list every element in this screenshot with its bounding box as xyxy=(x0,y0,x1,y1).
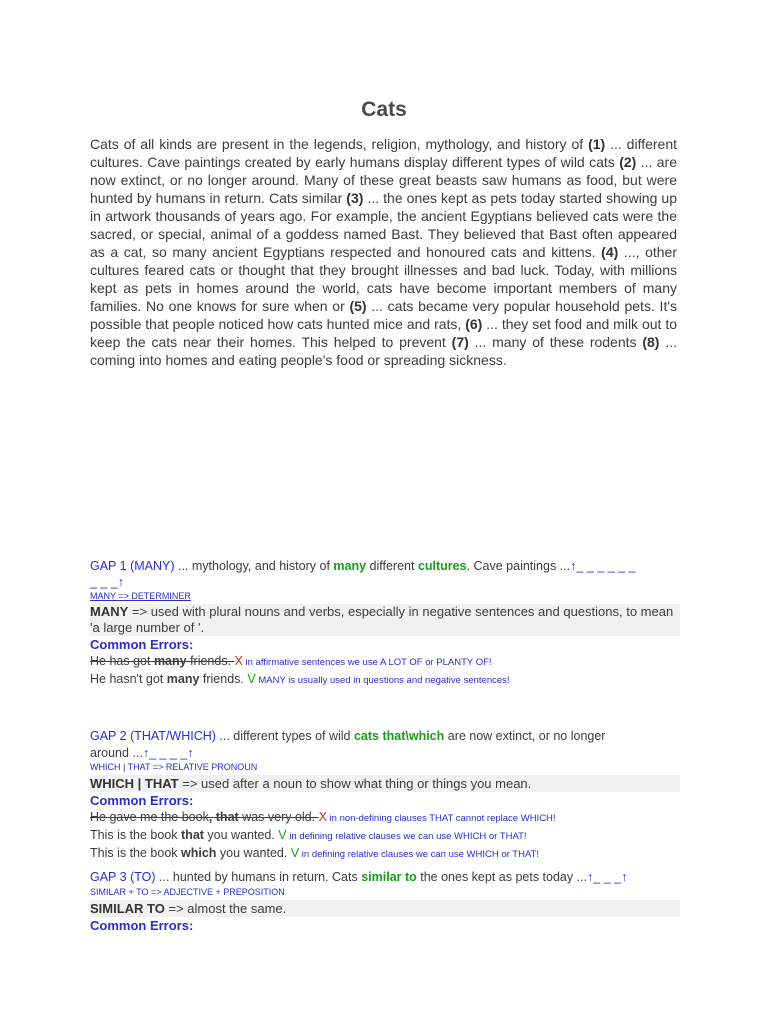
gap1-text: ... mythology, and history of xyxy=(174,559,334,573)
gap1-keyword: many xyxy=(333,559,367,573)
passage-text: Cats of all kinds are present in the legends, religion, mythology, and history of xyxy=(90,136,589,152)
gap1-bad-word: many xyxy=(153,654,187,668)
gap2-sentence xyxy=(90,728,680,745)
gap1-good-note: MANY is usually used in questions and negative sentences! xyxy=(255,675,510,686)
gap1-errors-title: Common Errors: xyxy=(90,637,194,652)
gap3-sentence xyxy=(90,869,680,886)
gap1-definition xyxy=(90,604,680,636)
gap-marker: (2) xyxy=(619,154,637,170)
gap3-section xyxy=(90,869,680,934)
gap1-good-example xyxy=(90,671,680,689)
gap2-heading: GAP 2 (THAT/WHICH) xyxy=(90,729,216,743)
gap2-good-note: in defining relative clauses we can use WHICH or THAT! xyxy=(286,831,527,842)
gap2-text: ... different types of wild xyxy=(215,729,354,743)
gap2-good-text: you wanted. xyxy=(203,828,279,842)
gap-marker: (3) xyxy=(346,190,364,206)
gap2-good-word: which xyxy=(181,846,217,860)
gap2-bad-word: , that xyxy=(208,810,239,824)
gap3-def-word: SIMILAR TO xyxy=(90,901,165,916)
gap1-arrow-cont: _ _ _↑ xyxy=(90,575,125,589)
gap1-arrow: ↑_ _ _ _ _ _ xyxy=(570,559,636,573)
gap3-note: SIMILAR + TO => ADJECTIVE + PREPOSITION xyxy=(90,887,285,897)
gap-marker: (7) xyxy=(451,334,469,350)
gap3-def-text: => almost the same. xyxy=(164,901,287,916)
gap2-note: WHICH | THAT => RELATIVE PRONOUN xyxy=(90,762,258,772)
gap2-bad-example xyxy=(90,809,680,827)
gap3-definition xyxy=(90,900,680,917)
gap3-keyword: similar to xyxy=(361,870,417,884)
gap1-heading: GAP 1 (MANY) xyxy=(90,559,175,573)
gap1-bad-example xyxy=(90,653,680,671)
passage-text: ..., other cultures feared cats or thought that they brought illnesses and bad luck. Today, with millions kept as pets in homes around the world, cats have become important members of many families. No one knows for sure when or xyxy=(90,244,677,314)
gap2-good-text: This is the book xyxy=(90,828,182,842)
gap2-def-text: => used after a noun to show what thing or things you mean. xyxy=(178,776,532,791)
gap1-note: MANY => DETERMINER xyxy=(90,591,191,601)
gap2-bad-note: in non-defining clauses THAT cannot replace WHICH! xyxy=(326,813,556,824)
gap1-text: . Cave paintings ... xyxy=(466,559,571,573)
gap3-text: the ones kept as pets today ... xyxy=(416,870,588,884)
passage-text: ... are now extinct, or no longer around. Many of these great beasts saw humans as food, but were hunted by humans in return. Cats similar xyxy=(90,154,677,206)
gap1-good-text: He hasn't got xyxy=(90,672,167,686)
passage-text: ... they set food and milk out to keep the cats near their homes. This helped to prevent xyxy=(90,316,677,350)
passage xyxy=(90,135,677,369)
gap2-section xyxy=(90,728,680,863)
gap1-sentence xyxy=(90,558,680,575)
passage-text: ... many of these rodents xyxy=(468,334,643,350)
gap2-keyword: cats that\which xyxy=(353,729,445,743)
gap2-good-note: in defining relative clauses we can use WHICH or THAT! xyxy=(299,849,540,860)
gap3-errors-title: Common Errors: xyxy=(90,918,194,933)
gap2-bad-text: He gave me the book xyxy=(90,810,209,824)
gap-marker: (5) xyxy=(349,298,367,314)
gap3-heading: GAP 3 (TO) xyxy=(90,870,156,884)
gap2-def-word: WHICH | THAT xyxy=(90,776,179,791)
gap2-good-text: you wanted. xyxy=(216,846,291,860)
gap2-text: around ... xyxy=(90,746,143,760)
gap1-def-word: MANY xyxy=(90,604,129,619)
passage-text: ... the ones kept as pets today started showing up in artwork thousands of years ago. For example, the ancient Egyptians believed cats were the sacred, or special, animal of a goddess named Bast. They believed that Bast often appeared as a cat, so many ancient Egyptians respected and honoured cats and kittens. xyxy=(90,190,677,260)
page-title: Cats xyxy=(361,98,407,121)
wrong-mark: X xyxy=(234,654,243,668)
gap2-good-example-1 xyxy=(90,827,680,845)
gap1-good-text: friends. xyxy=(199,672,248,686)
gap1-section xyxy=(90,558,680,689)
correct-mark: V xyxy=(290,846,300,860)
passage-text: ... different cultures. Cave paintings created by early humans display different types of wild cats xyxy=(90,136,678,170)
gap2-bad-text: was very old. xyxy=(238,810,319,824)
gap1-keyword: cultures xyxy=(417,559,467,573)
gap2-good-example-2 xyxy=(90,845,680,863)
gap1-bad-text: He has got xyxy=(90,654,154,668)
gap1-bad-text: friends. xyxy=(186,654,235,668)
gap3-arrow: ↑_ _ _↑ xyxy=(587,870,628,884)
gap2-errors-title: Common Errors: xyxy=(90,793,194,808)
gap3-text: ... hunted by humans in return. Cats xyxy=(155,870,362,884)
passage-text: ... cats became very popular household pets. It's possible that people noticed how cats hunted mice and rats, xyxy=(90,298,678,332)
gap-marker: (1) xyxy=(588,136,606,152)
gap2-good-text: This is the book xyxy=(90,846,182,860)
gap-marker: (4) xyxy=(601,244,619,260)
gap2-good-word: that xyxy=(181,828,204,842)
gap1-text: different xyxy=(366,559,418,573)
correct-mark: V xyxy=(247,672,256,686)
gap1-good-word: many xyxy=(166,672,200,686)
correct-mark: V xyxy=(278,828,287,842)
gap2-arrow: ↑_ _ _ _↑ xyxy=(142,746,194,760)
passage-text: ... coming into homes and eating people's food or spreading sickness. xyxy=(90,334,677,368)
gap1-def-text: => used with plural nouns and verbs, especially in negative sentences and questions, to mean 'a large number of '. xyxy=(90,604,674,635)
gap-marker: (6) xyxy=(465,316,483,332)
gap-marker: (8) xyxy=(642,334,660,350)
gap2-text: are now extinct, or no longer xyxy=(444,729,606,743)
wrong-mark: X xyxy=(318,810,327,824)
gap1-bad-note: in affirmative sentences we use A LOT OF or PLANTY OF! xyxy=(242,657,492,668)
gap2-definition xyxy=(90,775,680,792)
gap2-sentence-cont xyxy=(90,745,680,761)
